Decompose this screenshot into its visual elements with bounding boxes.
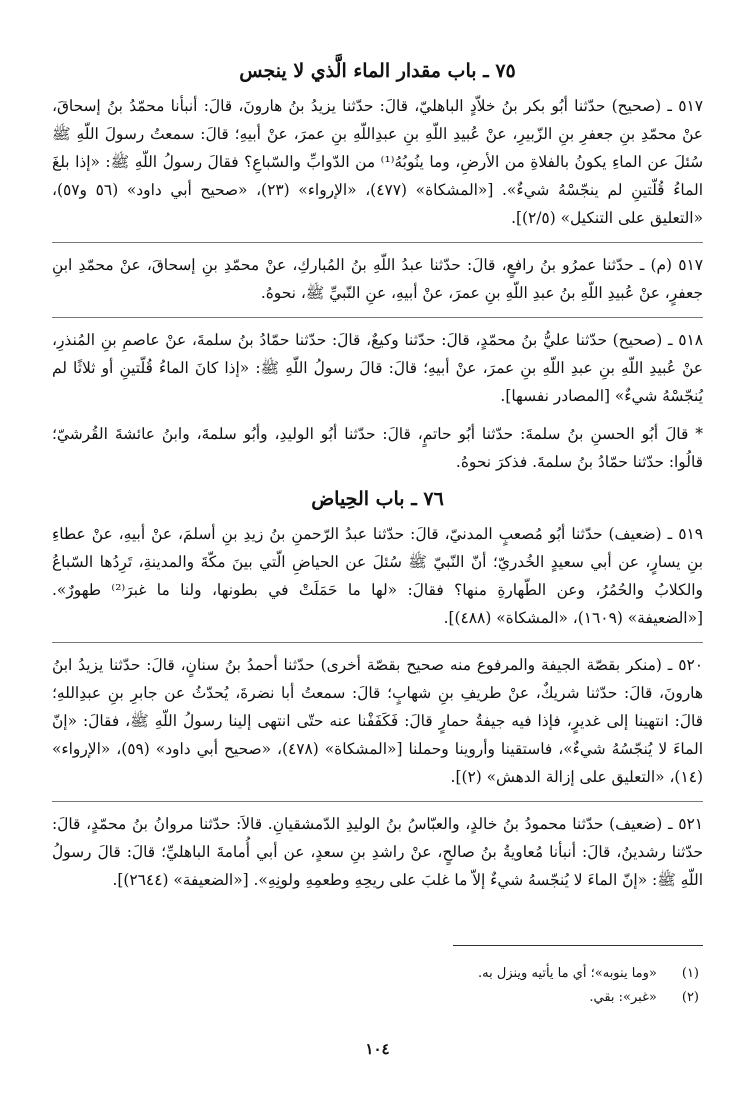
footnote-number: (١) — [681, 966, 699, 981]
divider — [52, 242, 703, 243]
page-body — [52, 58, 703, 904]
divider — [52, 642, 703, 643]
hadith-517m: ٥١٧ (م) ـ حدّثنا عمرُو بنُ رافعٍ، قالَ: حدّثنا عبدُ اللّهِ بنُ المُباركِ، عنْ محمّدِ بنِ إسحاقَ، عنْ محمّدِ ابنِ جعفرٍ، عنْ عُبيدِ اللّهِ بنُ عبدِ اللّهِ بنِ عمرَ، عنْ أبيهِ، عنِ النّبيِّ ﷺ، نحوهُ. — [52, 256, 703, 302]
footnote-1 — [59, 962, 699, 986]
footnote-2 — [59, 986, 699, 1010]
chapter-76-heading: ٧٦ ـ باب الحِياض — [311, 488, 444, 510]
page-number: ١٠٤ — [365, 1040, 390, 1058]
hadith-519: ٥١٩ ـ (ضعيف) حدّثنا أبُو مُصعبٍ المدنيّ، قالَ: حدّثنا عبدُ الرّحمنِ بنُ زيدِ بنِ أسلمَ، عنْ أبيهِ، عنْ عطاءِ بنِ يسارٍ، عن أبي سعيدٍ الخُدريّ؛ أنّ النّبيّ ﷺ سُئلَ عن الحياضِ الّتي بينَ مكّةَ والمدينةِ، تَرِدُها السّباعُ والكلابُ والحُمُرُ، وعن الطّهارةِ منها؟ فقالَ: «لها ما حَمَلَتْ في بطونها، ولنا ما غبرَ⁽²⁾ طهورٌ». [«الضعيفة» (١٦٠٩)، «المشكاة» (٤٨٨)]. — [52, 525, 703, 627]
divider — [52, 317, 703, 318]
hadith-517: ٥١٧ ـ (صحيح) حدّثنا أبُو بكر بنُ خلاّدٍ الباهليّ، قالَ: حدّثنا يزيدُ بنُ هارونَ، قالَ: أنبأنا محمّدُ بنُ إسحاقَ، عنْ محمّدِ بنِ جعفرِ بنِ الزّبيرِ، عنْ عُبيدِ اللّهِ بنِ عبدِاللّهِ بنِ عمرَ، عنْ أبيهِ؛ قالَ: سمعتُ رسولَ اللّهِ ﷺ سُئلَ عن الماءِ يكونُ بالفلاةِ من الأرضِ، وما ينُوبُهُ⁽¹⁾ من الدّوابِّ والسّباعِ؟ فقالَ رسولُ اللّهِ ﷺ: «إذا بلغَ الماءُ قُلّتينِ لم ينجّسْهُ شيءٌ». [«المشكاة» (٤٧٧)، «الإرواء» (٢٣)، «صحيح أبي داود» (٥٦ و٥٧)، «التعليق على التنكيل» (٢/٥)]. — [52, 97, 703, 227]
footnote-number: (٢) — [681, 990, 699, 1005]
hadith-518: ٥١٨ ـ (صحيح) حدّثنا عليُّ بنُ محمّدٍ، قالَ: حدّثنا وكيعٌ، قالَ: حدّثنا حمّادُ بنُ سلمةَ، عنْ عاصمِ بنِ المُنذرِ، عنْ عُبيدِ اللّهِ بنِ عبدِ اللّهِ بنِ عمرَ، عنْ أبيهِ؛ قالَ: قالَ رسولُ اللّهِ ﷺ: «إذا كانَ الماءُ قُلّتينِ أو ثلاثًا لم يُنجّسْهُ شيءٌ» [المصادر نفسها]. — [52, 331, 703, 405]
note-abu-al-hasan: * قالَ أبُو الحسنِ بنُ سلمةَ: حدّثنا أبُو حاتمٍ، قالَ: حدّثنا أبُو الوليدِ، وأبُو سلمةَ، وابنُ عائشةَ القُرشيّ؛ قالُوا: حدّثنا حمّادُ بنُ سلمةَ. فذكرَ نحوهُ. — [52, 425, 703, 471]
hadith-520: ٥٢٠ ـ (منكر بقصّة الجيفة والمرفوع منه صحيح بقصّة أخرى) حدّثنا أحمدُ بنُ سنانٍ، قالَ: حدّثنا يزيدُ ابنُ هارونَ، قالَ: حدّثنا شريكٌ، عنْ طريفِ بنِ شهابٍ؛ قالَ: سمعتُ أبا نضرةَ، يُحدّثُ عن جابرِ بنِ عبدِاللهِ؛ قالَ: انتهينا إلى غديرٍ، فإذا فيه جيفةُ حمارٍ قالَ: فَكَفَفْنا عنه حتّى انتهى إلينا رسولُ اللّهِ ﷺ، فقالَ: «إنّ الماءَ لا يُنجّسُهُ شيءٌ»، فاستقينا وأروينا وحملنا [«المشكاة» (٤٧٨)، «صحيح أبي داود» (٥٩)، «الإرواء» (١٤)، «التعليق على إزالة الدهش» (٢)]. — [52, 656, 703, 786]
chapter-75-heading: ٧٥ ـ باب مقدار الماء الَّذي لا ينجس — [239, 60, 516, 82]
footnote-separator — [453, 945, 703, 946]
footnotes — [59, 962, 699, 1010]
divider — [52, 801, 703, 802]
footnote-text: «غبر»: بقي. — [589, 990, 657, 1005]
hadith-521: ٥٢١ ـ (ضعيف) حدّثنا محمودُ بنُ خالدٍ، والعبّاسُ بنُ الوليدِ الدّمشقيانِ. قالاَ: حدّثنا مروانُ بنُ محمّدٍ، قالَ: حدّثنا رشدينُ، قالَ: أنبأنا مُعاويةُ بنُ صالحٍ، عنْ راشدِ بنِ سعدٍ، عن أبي أُمامةَ الباهليِّ؛ قالَ: قالَ رسولُ اللّهِ ﷺ: «إنّ الماءَ لا يُنجّسهُ شيءٌ إلاّ ما غلبَ على ريحِهِ وطعمِهِ ولونِهِ». [«الضعيفة» (٢٦٤٤)]. — [52, 815, 703, 889]
footnote-text: «وما ينوبه»؛ أي ما يأتيه وينزل به. — [478, 966, 657, 981]
